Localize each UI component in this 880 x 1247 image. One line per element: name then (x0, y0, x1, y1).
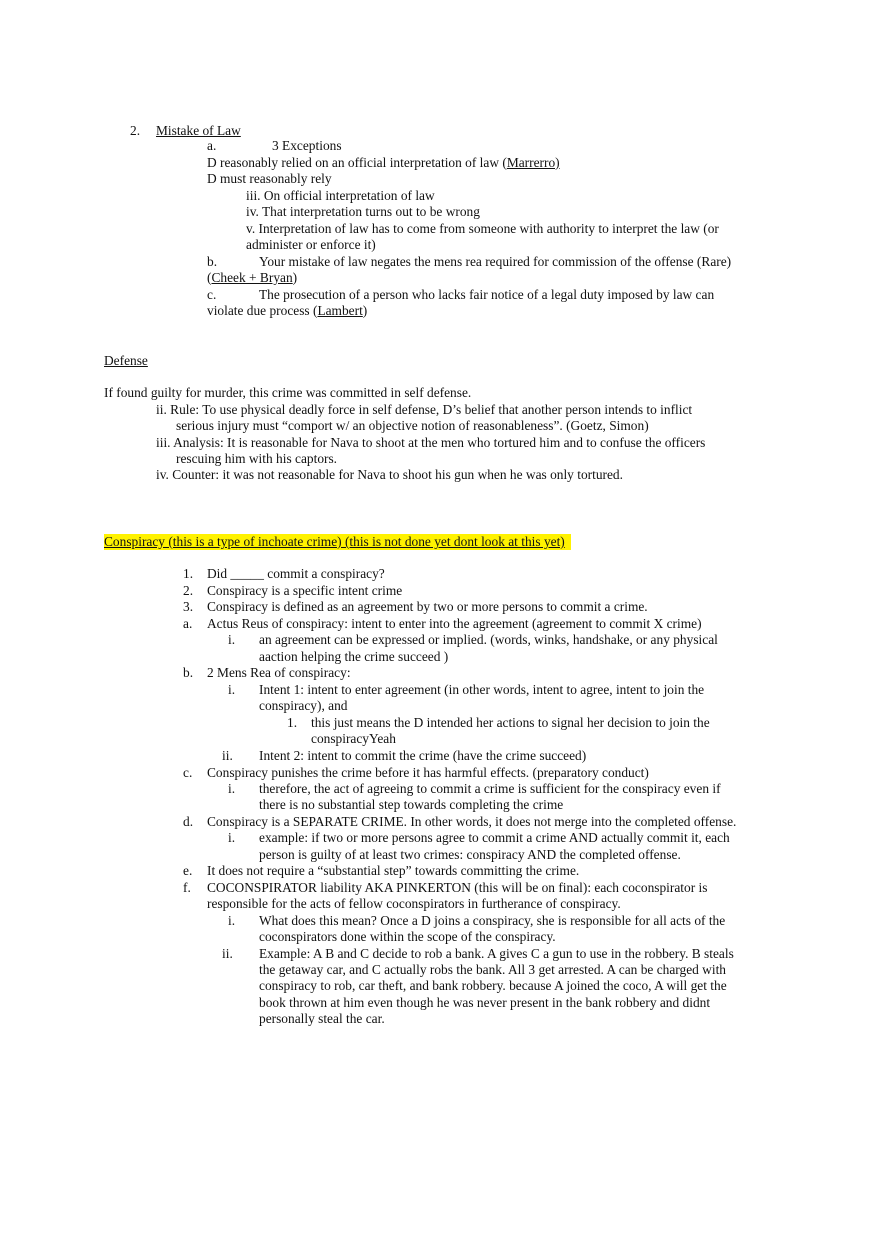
list-item: Conspiracy is a specific intent crime (207, 583, 403, 598)
list-item: aaction helping the crime succeed ) (259, 649, 449, 664)
section-heading-defense: Defense (104, 353, 148, 368)
list-marker: 1. (287, 715, 298, 730)
list-item: therefore, the act of agreeing to commit a crime is sufficient for the conspiracy even if (259, 781, 721, 796)
list-item: (Cheek + Bryan) (207, 270, 298, 285)
list-item: What does this mean? Once a D joins a conspiracy, she is responsible for all acts of the (259, 913, 726, 928)
list-item: the getaway car, and C actually robs the bank. All 3 get arrested. A can be charged with (259, 962, 726, 977)
list-item: example: if two or more persons agree to commit a crime AND actually commit it, each (259, 830, 730, 845)
list-item: person is guilty of at least two crimes: conspiracy AND the completed offense. (259, 847, 681, 862)
list-marker: i. (228, 781, 236, 796)
list-item: 2 Mens Rea of conspiracy: (207, 665, 351, 680)
list-marker: b. (183, 665, 194, 680)
list-item: iii. On official interpretation of law (246, 188, 435, 203)
list-marker: f. (183, 880, 191, 895)
list-item: conspiracy to rob, car theft, and bank robbery. because A joined the coco, A will get the (259, 978, 727, 993)
list-item: conspiracy), and (259, 698, 348, 713)
list-marker: ii. (222, 748, 233, 763)
list-item: Your mistake of law negates the mens rea required for commission of the offense (Rare) (259, 254, 732, 269)
list-item: coconspirators done within the scope of the conspiracy. (259, 929, 556, 944)
list-marker: 1. (183, 566, 194, 581)
list-item: iv. Counter: it was not reasonable for Nava to shoot his gun when he was only tortured. (156, 467, 623, 482)
list-item: responsible for the acts of fellow coconspirators in furtherance of conspiracy. (207, 896, 621, 911)
list-item: violate due process (Lambert) (207, 303, 368, 318)
list-marker: i. (228, 913, 236, 928)
list-item: book thrown at him even though he was never present in the bank robbery and didnt (259, 995, 711, 1010)
list-item: serious injury must “comport w/ an objective notion of reasonableness”. (Goetz, Simon) (176, 418, 649, 433)
list-item: there is no substantial step towards completing the crime (259, 797, 564, 812)
list-marker: i. (228, 632, 236, 647)
list-item: Actus Reus of conspiracy: intent to enter into the agreement (agreement to commit X crime) (207, 616, 702, 631)
list-item: iii. Analysis: It is reasonable for Nava to shoot at the men who tortured him and to confuse the officers (156, 435, 706, 450)
list-item: personally steal the car. (259, 1011, 385, 1026)
list-item: Did _____ commit a conspiracy? (207, 566, 385, 581)
list-item: It does not require a “substantial step” towards committing the crime. (207, 863, 580, 878)
list-marker: i. (228, 682, 236, 697)
list-marker: i. (228, 830, 236, 845)
list-item: administer or enforce it) (246, 237, 376, 252)
list-item: conspiracyYeah (311, 731, 396, 746)
list-item: Intent 1: intent to enter agreement (in other words, intent to agree, intent to join the (259, 682, 705, 697)
list-marker: c. (207, 287, 217, 302)
list-item: this just means the D intended her actions to signal her decision to join the (311, 715, 710, 730)
list-item: v. Interpretation of law has to come from someone with authority to interpret the law (or (246, 221, 719, 236)
section-heading-conspiracy: Conspiracy (this is a type of inchoate crime) (this is not done yet dont look at this yet) (104, 534, 571, 550)
list-marker: b. (207, 254, 218, 269)
case-citation: Cheek + Bryan (211, 270, 293, 285)
list-item: Example: A B and C decide to rob a bank. A gives C a gun to use in the robbery. B steals (259, 946, 734, 961)
list-item: Conspiracy is defined as an agreement by two or more persons to commit a crime. (207, 599, 648, 614)
list-number: 2. (130, 123, 141, 138)
list-marker: a. (183, 616, 193, 631)
list-marker: c. (183, 765, 193, 780)
list-item: D reasonably relied on an official interpretation of law (Marrerro) (207, 155, 560, 170)
list-item: D must reasonably rely (207, 171, 332, 186)
list-marker: a. (207, 138, 217, 153)
paragraph: If found guilty for murder, this crime was committed in self defense. (104, 385, 472, 400)
list-item: rescuing him with his captors. (176, 451, 338, 466)
list-item: Conspiracy is a SEPARATE CRIME. In other words, it does not merge into the completed offense. (207, 814, 737, 829)
case-citation: Marrerro) (506, 155, 560, 170)
section-heading-mistake-of-law: Mistake of Law (156, 123, 241, 138)
list-item: iv. That interpretation turns out to be wrong (246, 204, 480, 219)
list-item: 3 Exceptions (272, 138, 342, 153)
list-item: Intent 2: intent to commit the crime (have the crime succeed) (259, 748, 587, 763)
list-marker: e. (183, 863, 193, 878)
list-item: an agreement can be expressed or implied. (words, winks, handshake, or any physical (259, 632, 718, 647)
list-item: The prosecution of a person who lacks fair notice of a legal duty imposed by law can (259, 287, 715, 302)
list-marker: 2. (183, 583, 194, 598)
list-marker: d. (183, 814, 194, 829)
list-item: COCONSPIRATOR liability AKA PINKERTON (this will be on final): each coconspirator is (207, 880, 708, 895)
list-item: ii. Rule: To use physical deadly force in self defense, D’s belief that another person intends to inflict (156, 402, 693, 417)
case-citation: Lambert (317, 303, 363, 318)
list-marker: ii. (222, 946, 233, 961)
list-marker: 3. (183, 599, 194, 614)
list-item: Conspiracy punishes the crime before it has harmful effects. (preparatory conduct) (207, 765, 649, 780)
